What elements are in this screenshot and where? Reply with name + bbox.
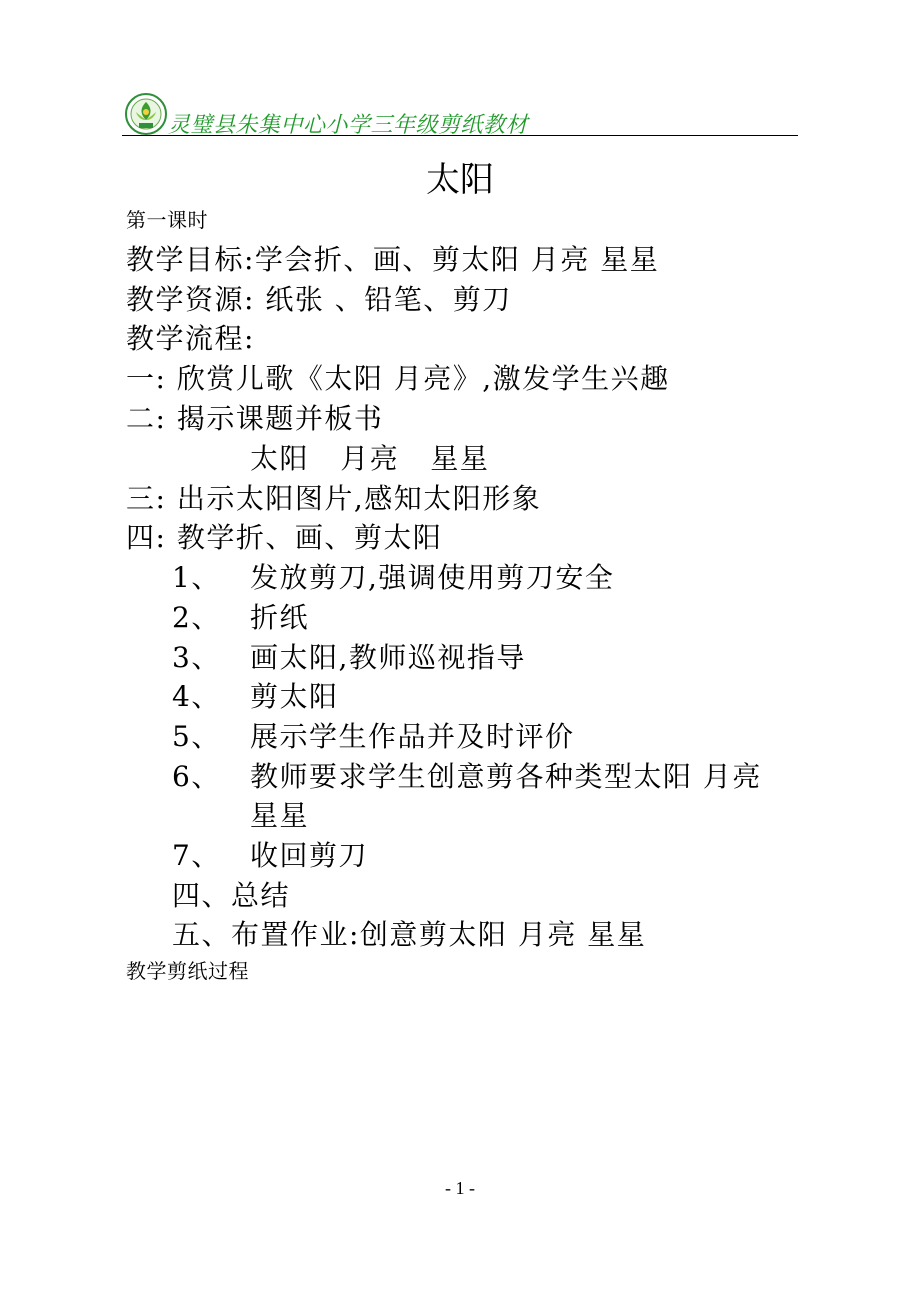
- school-logo-icon: [124, 92, 168, 136]
- sub-step: [172, 760, 762, 793]
- document-title: 太阳: [426, 160, 494, 200]
- page-number: - 1 -: [445, 1178, 475, 1198]
- sub-step-number: 1、: [172, 561, 221, 594]
- sub-step-continuation: [172, 799, 310, 832]
- header-title: 灵璧县朱集中心小学三年级剪纸教材: [168, 113, 529, 138]
- board-words: 太阳 月亮 星星: [250, 442, 490, 475]
- sub-step-text: 星星: [250, 799, 310, 832]
- summary-line: 四、总结: [172, 879, 291, 912]
- sub-step-text: 剪太阳: [250, 680, 339, 713]
- resources-line: 教学资源: 纸张 、铅笔、剪刀: [126, 283, 512, 316]
- sub-step-number: 3、: [172, 641, 221, 674]
- sub-step: [172, 680, 339, 713]
- sub-step: [172, 720, 575, 753]
- sub-step-number: 5、: [172, 720, 221, 753]
- page-header: [122, 92, 798, 138]
- sub-step-number: 7、: [172, 839, 221, 872]
- sub-step-number: 4、: [172, 680, 221, 713]
- lesson-label: 第一课时: [126, 208, 208, 232]
- sub-step-text: 收回剪刀: [250, 839, 369, 872]
- objective-line: 教学目标:学会折、画、剪太阳 月亮 星星: [126, 243, 660, 276]
- step-three: 三: 出示太阳图片,感知太阳形象: [126, 482, 542, 515]
- sub-step: [172, 641, 526, 674]
- footer-note: 教学剪纸过程: [126, 959, 249, 983]
- step-one: 一: 欣赏儿歌《太阳 月亮》,激发学生兴趣: [126, 362, 670, 395]
- sub-step-number: 6、: [172, 760, 221, 793]
- sub-step: [172, 601, 310, 634]
- step-two: 二: 揭示课题并板书: [126, 402, 384, 435]
- sub-step-text: 展示学生作品并及时评价: [250, 720, 575, 753]
- sub-step-text: 发放剪刀,强调使用剪刀安全: [250, 561, 615, 594]
- header-divider: [122, 135, 798, 136]
- process-label: 教学流程:: [126, 322, 255, 355]
- sub-step: [172, 561, 615, 594]
- homework-line: 五、布置作业:创意剪太阳 月亮 星星: [172, 918, 647, 951]
- sub-step-number: 2、: [172, 601, 221, 634]
- sub-step-text: 画太阳,教师巡视指导: [250, 641, 526, 674]
- sub-step: [172, 839, 369, 872]
- step-four: 四: 教学折、画、剪太阳: [126, 521, 443, 554]
- sub-step-text: 折纸: [250, 601, 310, 634]
- sub-step-text: 教师要求学生创意剪各种类型太阳 月亮: [250, 760, 762, 793]
